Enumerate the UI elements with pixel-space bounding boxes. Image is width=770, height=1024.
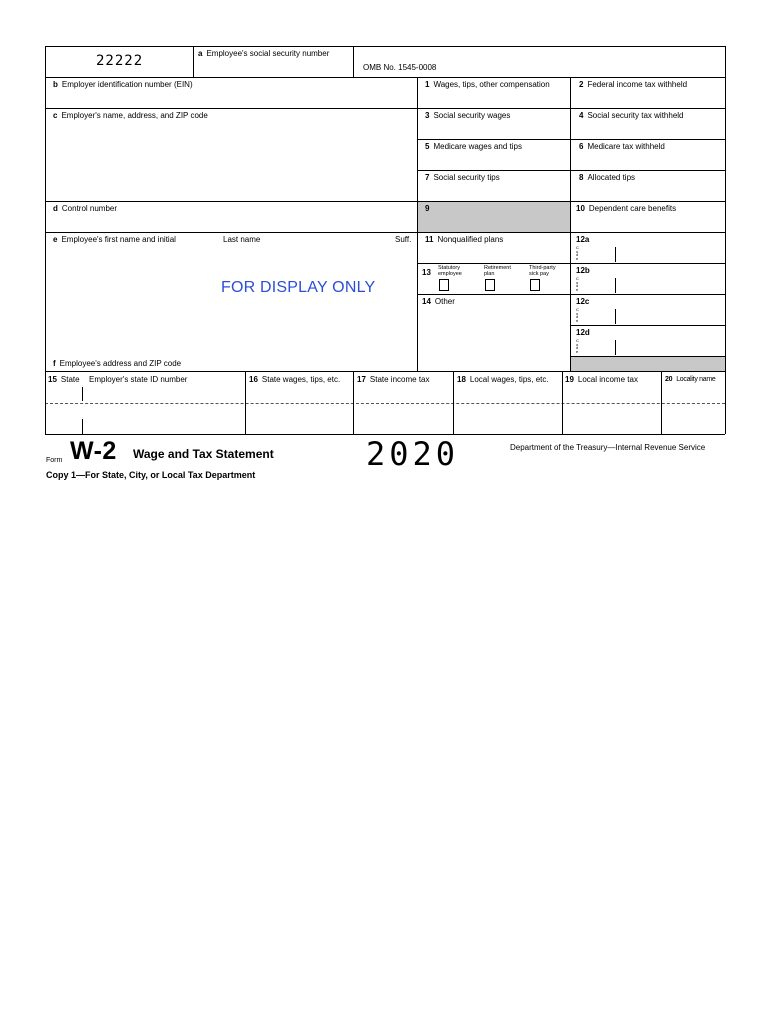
box-17-label: 17 State income tax xyxy=(357,375,430,384)
box-5-input[interactable] xyxy=(425,153,565,168)
box-11-label: 11 Nonqualified plans xyxy=(425,235,504,244)
box-12a-label: 12a xyxy=(576,235,590,244)
box-12c-amount-input[interactable] xyxy=(618,309,722,323)
box-16-label: 16 State wages, tips, etc. xyxy=(249,375,341,384)
box-b-label: b Employer identification number (EIN) xyxy=(53,80,193,89)
box-12b-amount-input[interactable] xyxy=(618,278,722,292)
box-5-label: 5 Medicare wages and tips xyxy=(425,142,522,151)
omb-number: OMB No. 1545-0008 xyxy=(363,63,437,72)
box-12b-label: 12b xyxy=(576,266,590,275)
box-c-label: c Employer's name, address, and ZIP code xyxy=(53,111,208,120)
box-e-last-name-label: Last name xyxy=(223,235,261,244)
box-12a-amount-input[interactable] xyxy=(618,247,722,261)
box-14-label: 14 Other xyxy=(422,297,455,306)
box-12a-code-input[interactable] xyxy=(582,247,613,261)
box-e-suffix-label: Suff. xyxy=(395,235,412,244)
statutory-employee-checkbox[interactable] xyxy=(439,279,449,291)
agency-name: Department of the Treasury—Internal Revenue Service xyxy=(510,443,706,452)
box-8-label: 8 Allocated tips xyxy=(579,173,636,182)
third-party-sick-pay-checkbox[interactable] xyxy=(530,279,540,291)
box-6-input[interactable] xyxy=(579,153,721,168)
box-20-label: 20 Locality name xyxy=(665,376,716,383)
tax-year: 2020 xyxy=(366,435,460,473)
box-10-label: 10 Dependent care benefits xyxy=(576,204,677,213)
box-12d-trailing-shading xyxy=(570,356,725,371)
box-11-input[interactable] xyxy=(425,246,565,261)
form-word: Form xyxy=(46,457,63,464)
box-4-label: 4 Social security tax withheld xyxy=(579,111,684,120)
box-2-label: 2 Federal income tax withheld xyxy=(579,80,688,89)
box-a-label: a Employee's social security number xyxy=(198,49,330,58)
box-7-input[interactable] xyxy=(425,184,565,199)
box-12d-code-input[interactable] xyxy=(582,340,613,354)
box-8-input[interactable] xyxy=(579,184,721,199)
box-6-label: 6 Medicare tax withheld xyxy=(579,142,665,151)
box-d-label: d Control number xyxy=(53,204,118,213)
box-13-label: 13 xyxy=(422,268,431,277)
control-number-input[interactable] xyxy=(53,215,413,230)
ssn-input[interactable] xyxy=(198,60,348,75)
box-12b-code-label: C o d e xyxy=(576,276,579,292)
box-12d-code-label: C o d e xyxy=(576,338,579,354)
form-title: Wage and Tax Statement xyxy=(133,447,274,461)
box-14-input[interactable] xyxy=(422,309,566,367)
box-1-input[interactable] xyxy=(425,91,565,106)
box-9-label: 9 xyxy=(425,204,430,213)
box-15-sub-label: Employer's state ID number xyxy=(89,375,188,384)
box-19-label: 19 Local income tax xyxy=(565,375,638,384)
box-12d-amount-input[interactable] xyxy=(618,340,722,354)
box-3-label: 3 Social security wages xyxy=(425,111,511,120)
retirement-plan-checkbox[interactable] xyxy=(485,279,495,291)
copy-designation: Copy 1—For State, City, or Local Tax Department xyxy=(46,470,256,480)
box-15-label: 15 State xyxy=(48,375,80,384)
box-f-label: f Employee's address and ZIP code xyxy=(53,359,182,368)
box-3-input[interactable] xyxy=(425,122,565,137)
form-code: W-2 xyxy=(70,437,117,465)
retirement-plan-label: Retirement plan xyxy=(484,265,511,277)
box-12c-label: 12c xyxy=(576,297,590,306)
box-1-label: 1 Wages, tips, other compensation xyxy=(425,80,550,89)
box-12d-label: 12d xyxy=(576,328,590,337)
box-9-shading xyxy=(417,201,570,232)
employer-address-input[interactable] xyxy=(53,122,413,198)
box-2-input[interactable] xyxy=(579,91,721,106)
third-party-sick-pay-label: Third-party sick pay xyxy=(529,265,556,277)
box-e-label: e Employee's first name and initial xyxy=(53,235,176,244)
statutory-employee-label: Statutory employee xyxy=(438,265,462,277)
display-only-watermark: FOR DISPLAY ONLY xyxy=(221,279,376,296)
box-18-label: 18 Local wages, tips, etc. xyxy=(457,375,549,384)
box-12c-code-label: C o d e xyxy=(576,307,579,323)
state-row-1-input[interactable] xyxy=(48,388,722,401)
box-7-label: 7 Social security tips xyxy=(425,173,500,182)
box-12b-code-input[interactable] xyxy=(582,278,613,292)
box-4-input[interactable] xyxy=(579,122,721,137)
box-12c-code-input[interactable] xyxy=(582,309,613,323)
box-12a-code-label: C o d e xyxy=(576,245,579,261)
ein-input[interactable] xyxy=(53,91,413,106)
control-code: 22222 xyxy=(96,53,144,69)
employee-name-input[interactable] xyxy=(53,247,413,267)
state-row-2-input[interactable] xyxy=(48,406,722,432)
box-10-input[interactable] xyxy=(576,215,721,230)
